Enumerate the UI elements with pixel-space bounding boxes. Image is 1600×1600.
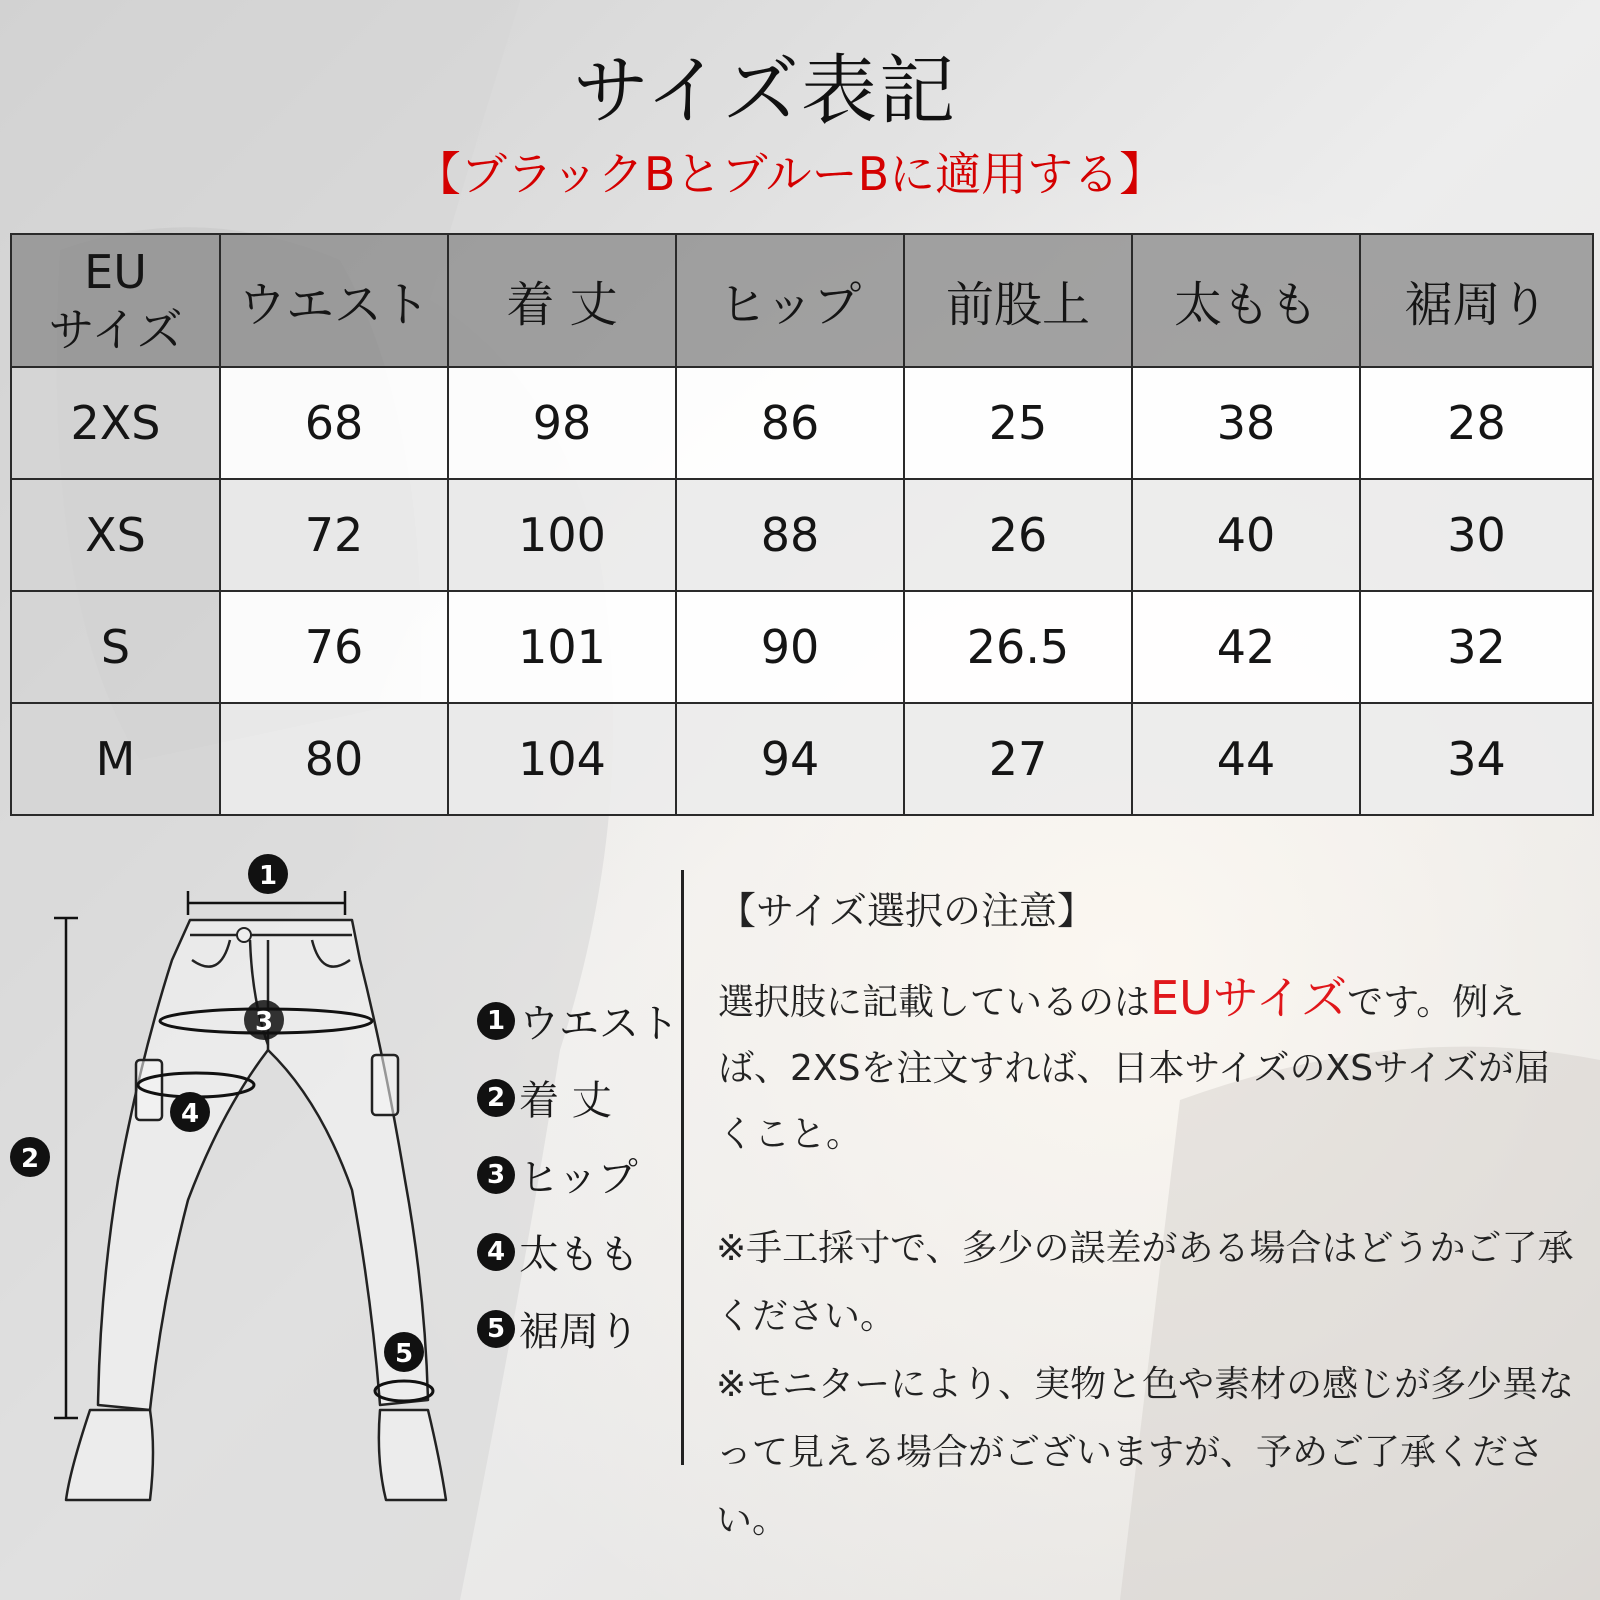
table-row: [11, 703, 1593, 815]
legend-number-icon: 1: [477, 1002, 515, 1040]
header-hip: ヒップ: [676, 234, 904, 367]
marker-4-icon: [170, 1092, 210, 1132]
marker-1-icon: [248, 854, 288, 894]
measurement-legend: [477, 982, 679, 1367]
legend-item: [477, 1136, 679, 1213]
marker-2-icon: [10, 1137, 50, 1177]
legend-item: [477, 982, 679, 1059]
marker-5-icon: [384, 1332, 424, 1372]
legend-item: [477, 1213, 679, 1290]
waist-button-icon: [237, 928, 251, 942]
table-row: [11, 591, 1593, 703]
table-cell: 100: [448, 479, 676, 591]
header-waist: ウエスト: [220, 234, 448, 367]
table-cell: 32: [1360, 591, 1593, 703]
legend-label: 裾周り: [519, 1309, 639, 1355]
row-size-label: 2XS: [11, 367, 220, 479]
table-cell: 30: [1360, 479, 1593, 591]
marker-2-label: 2: [20, 1144, 40, 1174]
table-cell: 94: [676, 703, 904, 815]
header-length: 着 丈: [448, 234, 676, 367]
legend-number-icon: 4: [477, 1233, 515, 1271]
table-cell: 25: [904, 367, 1132, 479]
table-cell: 34: [1360, 703, 1593, 815]
row-size-label: XS: [11, 479, 220, 591]
note-body: [718, 965, 1578, 1168]
pants-measurement-diagram: [0, 840, 470, 1520]
legend-number-icon: 5: [477, 1310, 515, 1348]
remark-monitor-color: ※モニターにより、実物と色や素材の感じが多少異なって見える場合がございますが、予めご了承ください。: [716, 1364, 1575, 1541]
note-body-text: 選択肢に記載しているのは: [718, 982, 1151, 1023]
size-table: [10, 233, 1594, 816]
header-hem: 裾周り: [1360, 234, 1593, 367]
remark-measurement-error: ※手工採寸で、多少の誤差がある場合はどうかご了承ください。: [716, 1228, 1574, 1337]
table-cell: 90: [676, 591, 904, 703]
header-eu-label: EU: [84, 244, 147, 299]
table-cell: 76: [220, 591, 448, 703]
legend-item: [477, 1290, 679, 1367]
table-cell: 104: [448, 703, 676, 815]
row-size-label: M: [11, 703, 220, 815]
marker-3-label: 3: [254, 1007, 274, 1037]
legend-label: 太もも: [519, 1232, 639, 1278]
remarks: [716, 1215, 1596, 1555]
note-eu-size-highlight: EUサイズ: [1150, 971, 1348, 1025]
size-selection-note: [718, 880, 1578, 1168]
table-cell: 72: [220, 479, 448, 591]
table-cell: 80: [220, 703, 448, 815]
table-cell: 101: [448, 591, 676, 703]
legend-label: ヒップ: [519, 1155, 638, 1201]
header-thigh: 太もも: [1132, 234, 1360, 367]
table-cell: 40: [1132, 479, 1360, 591]
table-cell: 68: [220, 367, 448, 479]
vertical-divider: [681, 870, 684, 1465]
table-cell: 26: [904, 479, 1132, 591]
table-cell: 27: [904, 703, 1132, 815]
table-cell: 86: [676, 367, 904, 479]
table-cell: 42: [1132, 591, 1360, 703]
table-cell: 28: [1360, 367, 1593, 479]
note-heading: 【サイズ選択の注意】: [718, 889, 1095, 933]
page-subtitle: 【ブラックBとブルーBに適用する】: [414, 147, 1166, 201]
header-eu-size: [11, 234, 220, 367]
legend-number-icon: 3: [477, 1156, 515, 1194]
legend-number-icon: 2: [477, 1079, 515, 1117]
length-measure-line: [54, 918, 78, 1418]
legend-item: [477, 1059, 679, 1136]
legend-label: 着 丈: [519, 1078, 612, 1124]
table-header-row: [11, 234, 1593, 367]
page-title: サイズ表記: [573, 46, 957, 135]
table-cell: 98: [448, 367, 676, 479]
table-cell: 26.5: [904, 591, 1132, 703]
legend-label: ウエスト: [519, 1001, 679, 1047]
note-body-text-2: です。例えば、2XSを注文すれば、日本サイズのXSサイズが届くこと。: [718, 982, 1551, 1155]
row-size-label: S: [11, 591, 220, 703]
waist-measure-line: [188, 891, 345, 915]
header-front-rise: 前股上: [904, 234, 1132, 367]
marker-4-label: 4: [180, 1099, 200, 1129]
table-cell: 88: [676, 479, 904, 591]
table-cell: 38: [1132, 367, 1360, 479]
table-row: [11, 479, 1593, 591]
marker-3-icon: [244, 1000, 284, 1040]
table-row: [11, 367, 1593, 479]
marker-1-label: 1: [258, 861, 278, 891]
marker-5-label: 5: [394, 1339, 414, 1369]
header-size-label: サイズ: [48, 302, 183, 357]
table-cell: 44: [1132, 703, 1360, 815]
